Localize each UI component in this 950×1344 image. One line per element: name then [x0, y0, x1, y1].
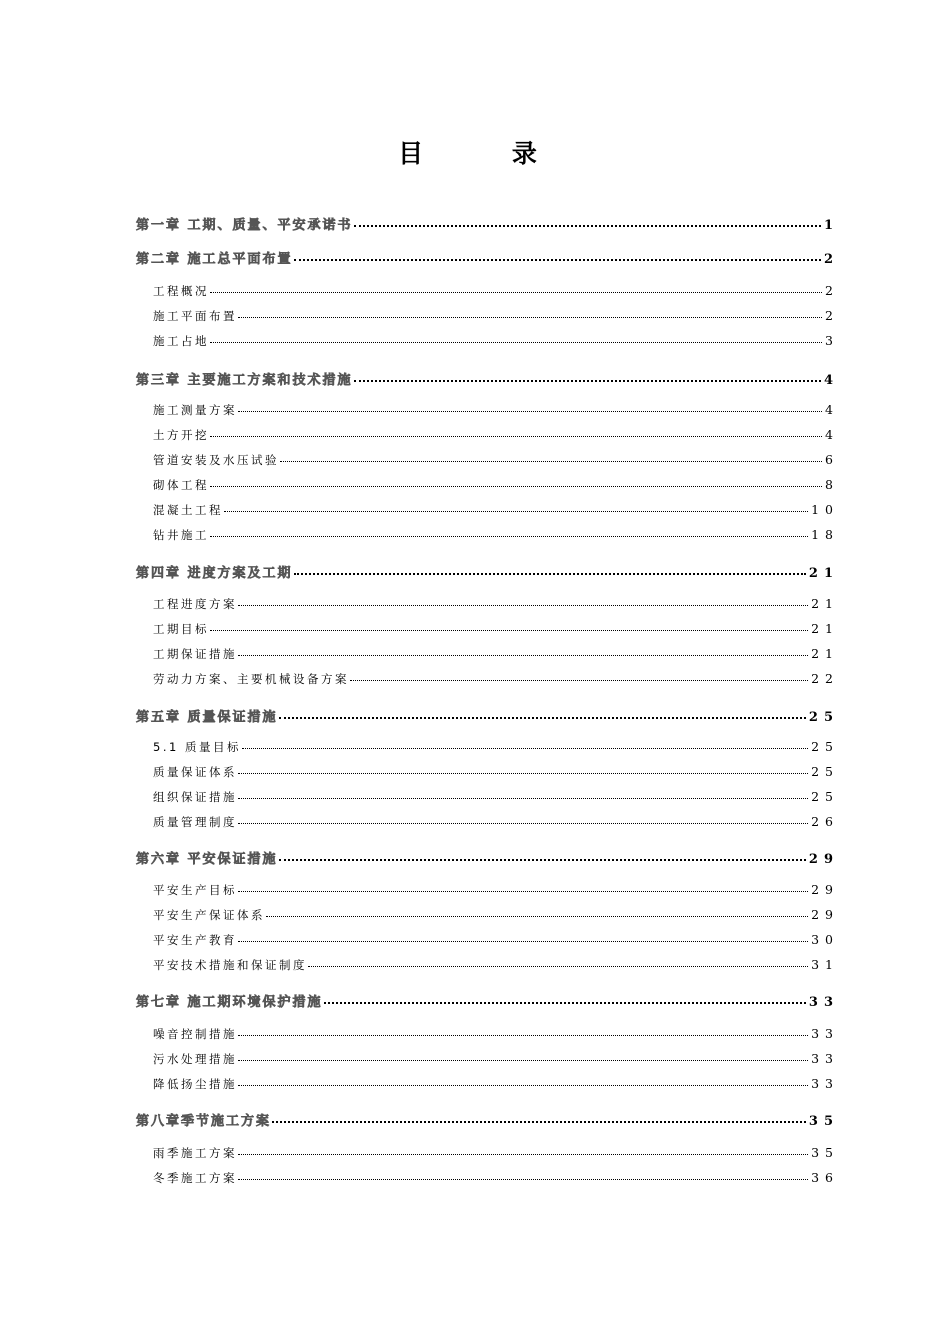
toc-entry-title: 土方开挖 — [153, 428, 209, 442]
toc-section-entry[interactable] — [153, 882, 839, 898]
toc-leader-dots — [238, 1154, 808, 1155]
toc-section-entry[interactable] — [153, 527, 839, 543]
toc-entry-title: 噪音控制措施 — [153, 1027, 237, 1041]
toc-entry-title: 钻井施工 — [153, 528, 209, 542]
toc-leader-dots — [279, 859, 806, 861]
toc-leader-dots — [238, 1060, 808, 1061]
toc-leader-dots — [238, 823, 808, 824]
toc-page-number: 36 — [811, 1170, 839, 1185]
toc-section-entry[interactable] — [153, 739, 839, 755]
toc-leader-dots — [294, 573, 806, 575]
toc-entry-title: 管道安装及水压试验 — [153, 453, 279, 467]
toc-leader-dots — [354, 225, 821, 227]
toc-leader-dots — [354, 380, 821, 382]
toc-leader-dots — [272, 1121, 806, 1123]
toc-entry-title: 平安技术措施和保证制度 — [153, 958, 307, 972]
toc-section-entry[interactable] — [153, 814, 839, 830]
toc-section-entry[interactable] — [153, 1145, 839, 1161]
toc-section-entry[interactable] — [153, 283, 839, 299]
toc-leader-dots — [210, 436, 822, 437]
toc-chapter-entry[interactable] — [136, 248, 839, 267]
toc-chapter-entry[interactable] — [136, 706, 839, 725]
toc-entry-title: 第七章 施工期环境保护措施 — [136, 995, 323, 1010]
toc-entry-title: 平安生产教育 — [153, 933, 237, 947]
toc-leader-dots — [238, 891, 808, 892]
toc-page-number: 4 — [825, 427, 839, 442]
toc-page-number: 21 — [811, 646, 839, 661]
toc-leader-dots — [266, 916, 808, 917]
toc-leader-dots — [210, 630, 808, 631]
toc-leader-dots — [242, 748, 808, 749]
toc-leader-dots — [224, 511, 808, 512]
toc-entry-title: 雨季施工方案 — [153, 1146, 237, 1160]
toc-leader-dots — [238, 317, 822, 318]
toc-chapter-entry[interactable] — [136, 991, 839, 1010]
toc-chapter-entry[interactable] — [136, 848, 839, 867]
toc-page-number: 22 — [811, 671, 839, 686]
toc-entry-title: 平安生产保证体系 — [153, 908, 265, 922]
toc-leader-dots — [238, 1085, 808, 1086]
toc-entry-title: 工期目标 — [153, 622, 209, 636]
toc-section-entry[interactable] — [153, 452, 839, 468]
toc-entry-title: 砌体工程 — [153, 478, 209, 492]
toc-leader-dots — [238, 773, 808, 774]
toc-leader-dots — [238, 411, 822, 412]
toc-entry-title: 降低扬尘措施 — [153, 1077, 237, 1091]
toc-chapter-entry[interactable] — [136, 214, 839, 233]
toc-chapter-entry[interactable] — [136, 1110, 839, 1129]
toc-entry-title: 施工平面布置 — [153, 309, 237, 323]
toc-page-number: 21 — [811, 621, 839, 636]
toc-section-entry[interactable] — [153, 308, 839, 324]
toc-page-number: 8 — [825, 477, 839, 492]
toc-leader-dots — [238, 941, 808, 942]
toc-leader-dots — [238, 655, 808, 656]
toc-page-number: 4 — [825, 402, 839, 417]
toc-section-entry[interactable] — [153, 764, 839, 780]
toc-entry-title: 第二章 施工总平面布置 — [136, 252, 293, 267]
toc-page-number: 10 — [811, 502, 839, 517]
toc-page-number: 31 — [811, 957, 839, 972]
toc-leader-dots — [279, 717, 806, 719]
toc-section-entry[interactable] — [153, 646, 839, 662]
toc-page-number: 3 — [825, 333, 839, 348]
toc-chapter-entry[interactable] — [136, 562, 839, 581]
toc-page-number: 29 — [811, 882, 839, 897]
toc-section-entry[interactable] — [153, 621, 839, 637]
toc-leader-dots — [210, 486, 822, 487]
toc-chapter-entry[interactable] — [136, 369, 839, 388]
toc-entry-title: 质量保证体系 — [153, 765, 237, 779]
toc-page-number: 2 — [825, 283, 839, 298]
toc-leader-dots — [238, 798, 808, 799]
toc-entry-title: 混凝土工程 — [153, 503, 223, 517]
toc-leader-dots — [324, 1002, 806, 1004]
toc-entry-title: 污水处理措施 — [153, 1052, 237, 1066]
toc-entry-title: 劳动力方案、主要机械设备方案 — [153, 672, 349, 686]
toc-section-entry[interactable] — [153, 477, 839, 493]
toc-section-entry[interactable] — [153, 671, 839, 687]
toc-page-number: 33 — [811, 1026, 839, 1041]
toc-page-number: 4 — [823, 373, 839, 388]
toc-entry-title: 施工测量方案 — [153, 403, 237, 417]
toc-entry-title: 工程概况 — [153, 284, 209, 298]
toc-page-number: 21 — [811, 596, 839, 611]
toc-page-number: 25 — [811, 789, 839, 804]
toc-entry-title: 第三章 主要施工方案和技术措施 — [136, 373, 353, 388]
toc-page-number: 33 — [808, 995, 839, 1010]
toc-page-number: 29 — [808, 852, 839, 867]
toc-entry-title: 施工占地 — [153, 334, 209, 348]
toc-page-number: 1 — [823, 218, 839, 233]
toc-entry-title: 5.1 质量目标 — [153, 740, 241, 754]
toc-entry-title: 第四章 进度方案及工期 — [136, 566, 293, 581]
toc-entry-title: 冬季施工方案 — [153, 1171, 237, 1185]
toc-section-entry[interactable] — [153, 402, 839, 418]
toc-page-number: 25 — [811, 739, 839, 754]
toc-section-entry[interactable] — [153, 1026, 839, 1042]
toc-section-entry[interactable] — [153, 596, 839, 612]
toc-leader-dots — [210, 342, 822, 343]
toc-leader-dots — [210, 292, 822, 293]
toc-section-entry[interactable] — [153, 1170, 839, 1186]
toc-page-number: 25 — [811, 764, 839, 779]
toc-entry-title: 组织保证措施 — [153, 790, 237, 804]
toc-leader-dots — [210, 536, 808, 537]
toc-page-number: 35 — [808, 1114, 839, 1129]
toc-section-entry[interactable] — [153, 1076, 839, 1092]
page-title: 目 录 — [398, 139, 577, 168]
toc-leader-dots — [308, 966, 808, 967]
toc-section-entry[interactable] — [153, 789, 839, 805]
toc-page-number: 33 — [811, 1051, 839, 1066]
toc-page-number: 30 — [811, 932, 839, 947]
toc-leader-dots — [294, 259, 821, 261]
toc-entry-title: 工程进度方案 — [153, 597, 237, 611]
toc-page-number: 2 — [825, 308, 839, 323]
toc-page-number: 21 — [808, 566, 839, 581]
toc-entry-title: 第八章季节施工方案 — [136, 1114, 272, 1129]
toc-entry-title: 第五章 质量保证措施 — [136, 710, 278, 725]
toc-entry-title: 工期保证措施 — [153, 647, 237, 661]
toc-page-number: 26 — [811, 814, 839, 829]
toc-leader-dots — [238, 1035, 808, 1036]
toc-page-number: 35 — [811, 1145, 839, 1160]
toc-section-entry[interactable] — [153, 1051, 839, 1067]
toc-page-number: 25 — [808, 710, 839, 725]
toc-entry-title: 第一章 工期、质量、平安承诺书 — [136, 218, 353, 233]
toc-entry-title: 平安生产目标 — [153, 883, 237, 897]
toc-page-number: 33 — [811, 1076, 839, 1091]
toc-page-number: 18 — [811, 527, 839, 542]
toc-leader-dots — [238, 605, 808, 606]
toc-page-number: 29 — [811, 907, 839, 922]
toc-section-entry[interactable] — [153, 427, 839, 443]
toc-section-entry[interactable] — [153, 907, 839, 923]
toc-leader-dots — [280, 461, 822, 462]
toc-leader-dots — [350, 680, 808, 681]
toc-section-entry[interactable] — [153, 932, 839, 948]
toc-section-entry[interactable] — [153, 502, 839, 518]
toc-entry-title: 质量管理制度 — [153, 815, 237, 829]
toc-leader-dots — [238, 1179, 808, 1180]
toc-section-entry[interactable] — [153, 333, 839, 349]
toc-entry-title: 第六章 平安保证措施 — [136, 852, 278, 867]
toc-page-number: 6 — [825, 452, 839, 467]
toc-page-number: 2 — [823, 252, 839, 267]
toc-section-entry[interactable] — [153, 957, 839, 973]
